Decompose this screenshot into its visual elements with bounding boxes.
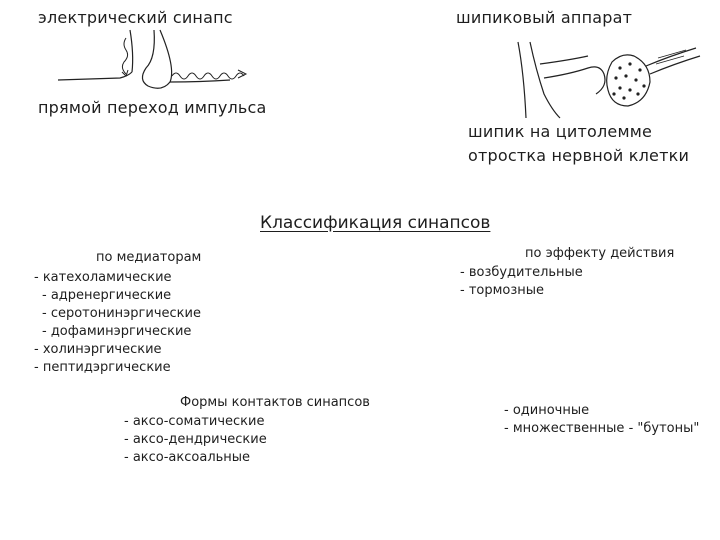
list-item: - катехоламические <box>34 270 172 285</box>
list-item: - пептидэргические <box>34 360 171 375</box>
list-item: - аксо-соматические <box>124 414 265 429</box>
list-item: - аксо-дендрические <box>124 432 267 447</box>
mediators-list <box>34 269 201 377</box>
effect-list <box>460 264 583 300</box>
mediators-heading: по медиаторам <box>96 250 202 265</box>
electric-synapse-drawing <box>50 28 290 108</box>
list-item: - тормозные <box>460 283 545 298</box>
contact-forms-heading: Формы контактов синапсов <box>180 395 370 410</box>
effect-heading: по эффекту действия <box>525 246 675 261</box>
list-item: - возбудительные <box>460 265 583 280</box>
spine-apparatus-caption-line2: отростка нервной клетки <box>468 146 690 165</box>
list-item: - аксо-аксоальные <box>124 450 251 465</box>
list-item: - дофаминэргические <box>42 324 192 339</box>
list-item: - множественные - "бутоны" <box>504 421 700 436</box>
electric-synapse-caption: прямой переход импульса <box>38 98 267 117</box>
list-item: - адренергические <box>42 288 172 303</box>
list-item: - холинэргические <box>34 342 162 357</box>
list-item: - одиночные <box>504 403 590 418</box>
spine-apparatus-caption-line1: шипик на цитолемме <box>468 122 653 141</box>
spine-apparatus-title: шипиковый аппарат <box>456 8 633 27</box>
spine-apparatus-drawing <box>500 34 720 124</box>
count-list <box>504 402 699 438</box>
contact-forms-list <box>124 413 267 467</box>
electric-synapse-title: электрический синапс <box>38 8 233 27</box>
classification-heading: Классификация синапсов <box>260 213 491 233</box>
list-item: - серотонинэргические <box>42 306 201 321</box>
